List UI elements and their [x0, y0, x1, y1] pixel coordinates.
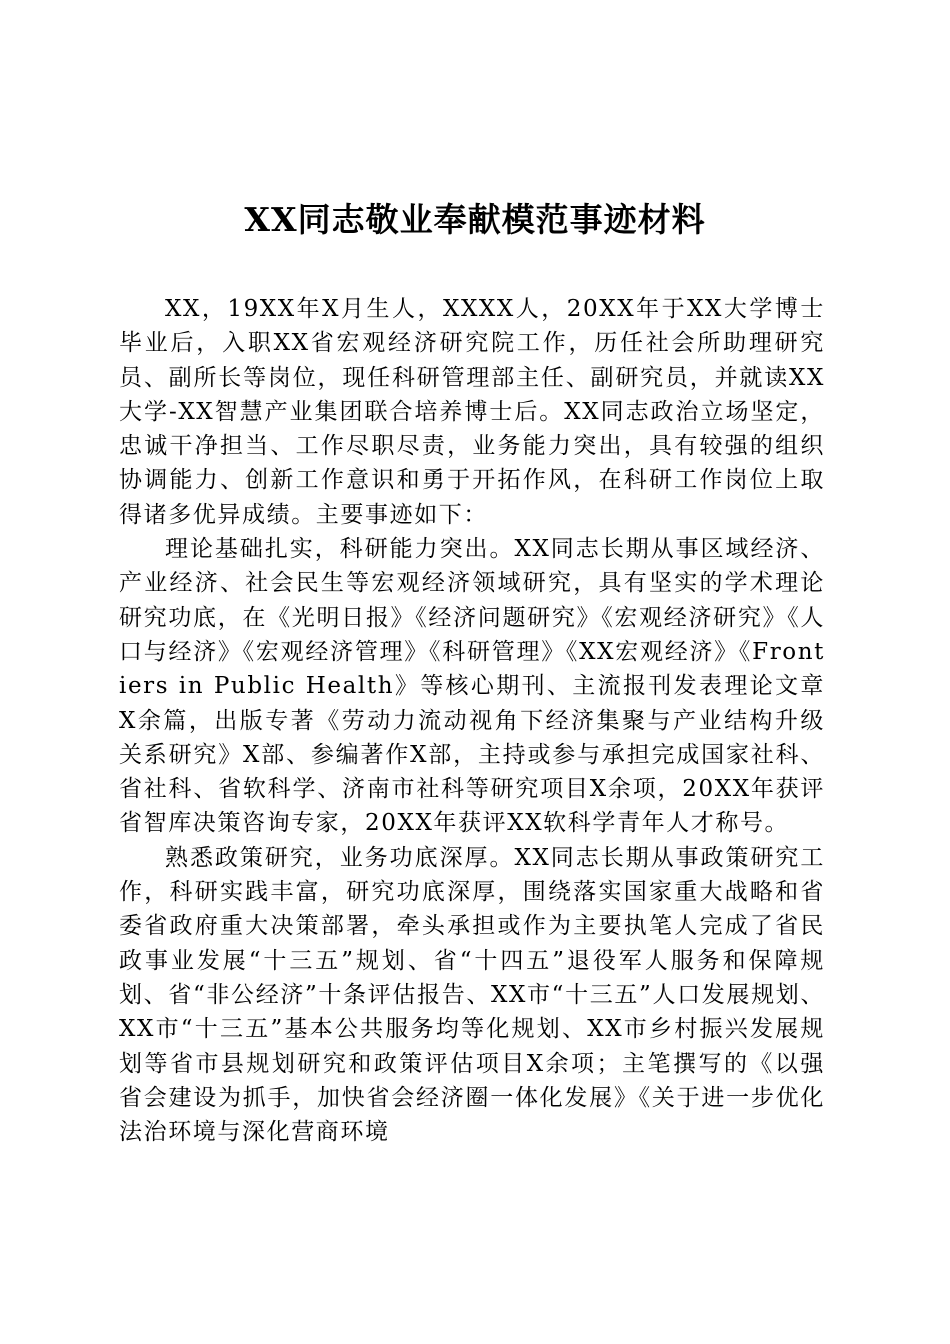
document-title: XX同志敬业奉献模范事迹材料: [244, 200, 706, 239]
document-body: [119, 292, 825, 1149]
paragraph-policy-research: 熟悉政策研究，业务功底深厚。XX同志长期从事政策研究工作，科研实践丰富，研究功底深厚，围绕落实国家重大战略和省委省政府重大决策部署，牵头承担或作为主要执笔人完成了省民政事业发展“十三五”规划、省“十四五”退役军人服务和保障规划、省“非公经济”十条评估报告、XX市“十三五”人口发展规划、XX市“十三五”基本公共服务均等化规划、XX市乡村振兴发展规划等省市县规划研究和政策评估项目X余项；主笔撰写的《以强省会建设为抓手，加快省会经济圈一体化发展》《关于进一步优化法治环境与深化营商环境: [119, 844, 825, 1146]
paragraph-intro: XX，19XX年X月生人，XXXX人，20XX年于XX大学博士毕业后，入职XX省宏观经济研究院工作，历任社会所助理研究员、副所长等岗位，现任科研管理部主任、副研究员，并就读XX大学-XX智慧产业集团联合培养博士后。XX同志政治立场坚定，忠诚干净担当、工作尽职尽责，业务能力突出，具有较强的组织协调能力、创新工作意识和勇于开拓作风，在科研工作岗位上取得诸多优异成绩。主要事迹如下：: [119, 296, 825, 528]
paragraph-research-ability: 理论基础扎实，科研能力突出。XX同志长期从事区域经济、产业经济、社会民生等宏观经济领域研究，具有坚实的学术理论研究功底，在《光明日报》《经济问题研究》《宏观经济研究》《人口与经济》《宏观经济管理》《科研管理》《XX宏观经济》《Frontiers in Public Health》等核心期刊、主流报刊发表理论文章X余篇，出版专著《劳动力流动视角下经济集聚与产业结构升级关系研究》X部、参编著作X部，主持或参与承担完成国家社科、省社科、省软科学、济南市社科等研究项目X余项，20XX年获评省智库决策咨询专家，20XX年获评XX软科学青年人才称号。: [119, 536, 825, 837]
